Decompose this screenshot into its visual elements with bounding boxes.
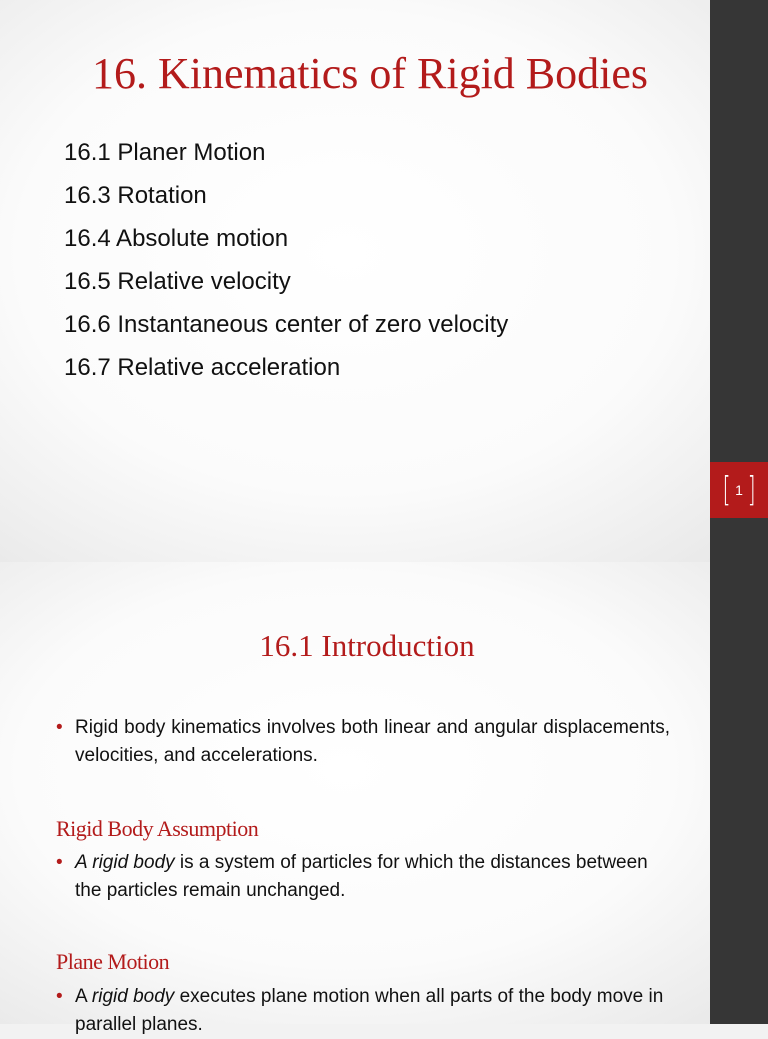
- toc-item: 16.5 Relative velocity: [64, 268, 291, 295]
- page-number-badge: [710, 462, 768, 518]
- plane-motion-term: rigid body: [91, 986, 175, 1007]
- toc-item: 16.4 Absolute motion: [64, 225, 289, 252]
- section-title: 16.1 Introduction: [259, 628, 475, 663]
- slide-sidebar: [710, 562, 768, 1024]
- bullet-icon: •: [56, 852, 63, 873]
- rigid-body-bullet: [56, 849, 670, 905]
- page-number: 1: [735, 482, 743, 498]
- slide-2: [0, 562, 768, 1035]
- table-of-contents: [64, 136, 508, 394]
- intro-text: Rigid body kinematics involves both linear and angular displacements, velocities, and accelerations.: [75, 717, 670, 766]
- left-bracket-icon: [: [722, 470, 731, 510]
- toc-item: 16.7 Relative acceleration: [64, 354, 341, 381]
- bullet-icon: •: [56, 986, 63, 1007]
- plane-motion-definition: executes plane motion when all parts of the body move in parallel planes.: [75, 986, 664, 1035]
- plane-motion-bullet: [56, 983, 670, 1039]
- bullet-icon: •: [56, 717, 63, 738]
- slide-title: 16. Kinematics of Rigid Bodies: [91, 49, 649, 98]
- toc-item: 16.6 Instantaneous center of zero velocity: [64, 311, 509, 338]
- toc-item: 16.3 Rotation: [64, 182, 207, 209]
- right-bracket-icon: ]: [747, 470, 756, 510]
- plane-motion-heading: Plane Motion: [56, 949, 170, 974]
- intro-bullet: [56, 714, 670, 770]
- rigid-body-definition: is a system of particles for which the distances between the particles remain unchanged.: [75, 852, 648, 901]
- plane-motion-prefix: A: [75, 986, 92, 1007]
- toc-item: 16.1 Planer Motion: [64, 139, 266, 166]
- rigid-body-term: A rigid body: [75, 852, 175, 873]
- rigid-body-heading: Rigid Body Assumption: [56, 816, 259, 841]
